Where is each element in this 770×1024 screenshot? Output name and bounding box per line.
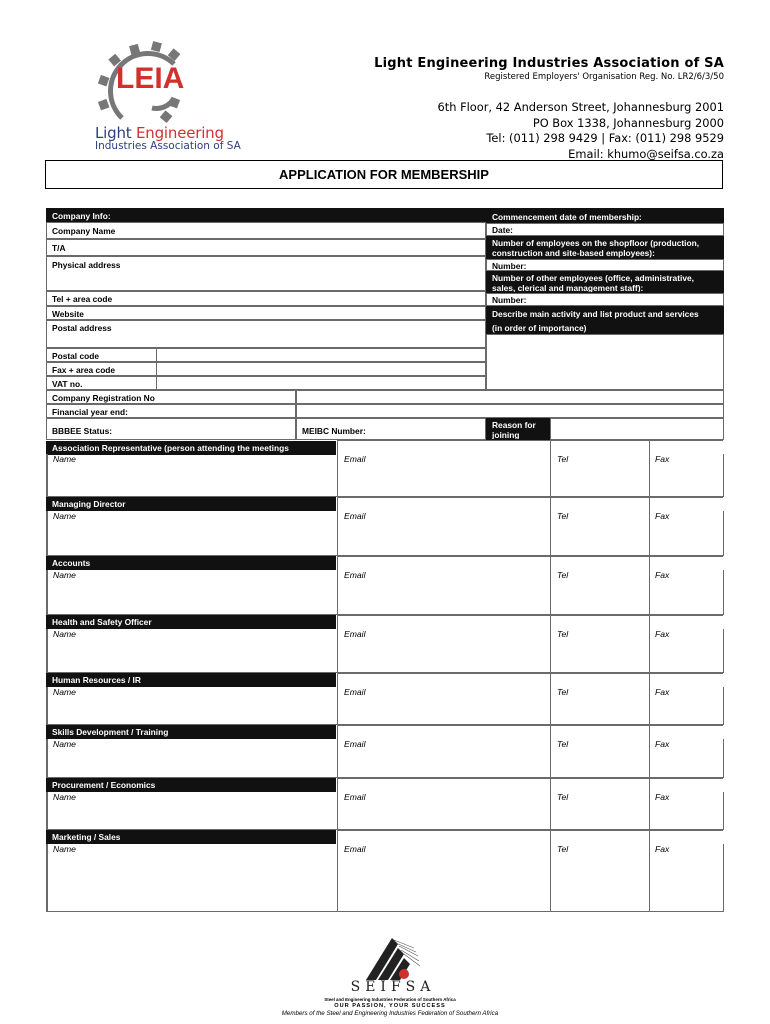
contact-column-divider bbox=[47, 844, 48, 911]
fax-field[interactable]: Fax + area code bbox=[46, 362, 486, 376]
seifsa-members: Members of the Steel and Engineering Industries Federation of Southern Africa bbox=[281, 1010, 499, 1017]
bbbee-field[interactable]: BBBEE Status: bbox=[46, 418, 296, 440]
contact-top-border bbox=[337, 725, 723, 726]
contact-block[interactable] bbox=[46, 687, 724, 725]
contact-column-divider bbox=[337, 440, 338, 496]
contact-tel-label: Tel bbox=[557, 792, 569, 802]
contact-name-label: Name bbox=[53, 511, 76, 521]
contact-column-divider bbox=[550, 725, 551, 777]
contact-heading: Procurement / Economics bbox=[46, 778, 336, 792]
contact-tel-label: Tel bbox=[557, 629, 569, 639]
seifsa-name: SEIFSA bbox=[350, 979, 436, 995]
contact-column-divider bbox=[550, 497, 551, 555]
org-info bbox=[374, 56, 724, 162]
contact-email-label: Email bbox=[344, 454, 366, 464]
contact-fax-label: Fax bbox=[655, 844, 670, 854]
contact-email-label: Email bbox=[344, 511, 366, 521]
registration-value[interactable] bbox=[296, 390, 724, 404]
postal-address-field[interactable]: Postal address bbox=[46, 320, 486, 348]
contact-heading: Skills Development / Training bbox=[46, 725, 336, 739]
contact-column-divider bbox=[649, 830, 650, 911]
contact-tel-label: Tel bbox=[557, 844, 569, 854]
contact-email-label: Email bbox=[344, 792, 366, 802]
org-registration: Registered Employers' Organisation Reg. No. LR2/6/3/50 bbox=[484, 72, 724, 82]
reason-value[interactable] bbox=[550, 418, 724, 440]
contact-top-border bbox=[337, 556, 723, 557]
shopfloor-employees-header: Number of employees on the shopfloor (production, construction and site-based employees): bbox=[486, 236, 724, 259]
contact-column-divider bbox=[649, 615, 650, 672]
date-field[interactable]: Date: bbox=[486, 223, 724, 236]
contact-block[interactable] bbox=[46, 629, 724, 673]
ta-field[interactable]: T/A bbox=[46, 239, 486, 256]
contact-top-border bbox=[337, 673, 723, 674]
contact-block[interactable] bbox=[46, 570, 724, 615]
company-info-header: Company Info: bbox=[46, 208, 486, 222]
postal-code-field[interactable]: Postal code bbox=[46, 348, 486, 362]
contact-column-divider bbox=[649, 725, 650, 777]
label-divider bbox=[156, 348, 157, 390]
registration-field[interactable]: Company Registration No bbox=[46, 390, 296, 404]
contact-column-divider bbox=[649, 673, 650, 724]
contact-column-divider bbox=[550, 673, 551, 724]
contact-heading: Association Representative (person attending the meetings bbox=[46, 441, 336, 455]
contact-column-divider bbox=[337, 778, 338, 829]
contact-name-label: Name bbox=[53, 454, 76, 464]
contact-block[interactable] bbox=[46, 511, 724, 556]
org-address: 6th Floor, 42 Anderson Street, Johannesburg 2001 PO Box 1338, Johannesburg 2000 Tel: (011) 298 9429 | Fax: (011) 298 9529 Email: khumo@seifsa.co.za bbox=[437, 100, 724, 161]
logo-subtagline: Industries Association of SA bbox=[95, 140, 241, 152]
contact-column-divider bbox=[47, 511, 48, 555]
contact-email-label: Email bbox=[344, 844, 366, 854]
contact-top-border bbox=[337, 497, 723, 498]
financial-year-field[interactable]: Financial year end: bbox=[46, 404, 296, 418]
contact-top-border bbox=[337, 778, 723, 779]
contact-email-label: Email bbox=[344, 629, 366, 639]
reason-label: Reason for joining bbox=[486, 418, 550, 440]
contact-tel-label: Tel bbox=[557, 511, 569, 521]
tel-field[interactable]: Tel + area code bbox=[46, 291, 486, 306]
contact-name-label: Name bbox=[53, 792, 76, 802]
contact-column-divider bbox=[337, 725, 338, 777]
contact-column-divider bbox=[649, 440, 650, 496]
contact-tel-label: Tel bbox=[557, 570, 569, 580]
company-name-field[interactable]: Company Name bbox=[46, 222, 486, 239]
contact-column-divider bbox=[550, 778, 551, 829]
logo-tagline: Light Engineering bbox=[95, 124, 224, 142]
contact-block[interactable] bbox=[46, 739, 724, 778]
contact-email-label: Email bbox=[344, 687, 366, 697]
commencement-header: Commencement date of membership: bbox=[486, 208, 724, 223]
contact-column-divider bbox=[550, 830, 551, 911]
meibc-field[interactable]: MEIBC Number: bbox=[296, 418, 486, 440]
activity-description-field[interactable] bbox=[486, 334, 724, 390]
contact-column-divider bbox=[337, 615, 338, 672]
contact-name-label: Name bbox=[53, 570, 76, 580]
contact-email-label: Email bbox=[344, 570, 366, 580]
contact-column-divider bbox=[649, 778, 650, 829]
contact-heading: Human Resources / IR bbox=[46, 673, 336, 687]
contact-column-divider bbox=[47, 629, 48, 672]
contact-column-divider bbox=[337, 556, 338, 614]
contact-column-divider bbox=[337, 673, 338, 724]
contact-column-divider bbox=[649, 497, 650, 555]
contact-fax-label: Fax bbox=[655, 570, 670, 580]
contact-block[interactable] bbox=[46, 454, 724, 497]
contact-tel-label: Tel bbox=[557, 739, 569, 749]
contact-column-divider bbox=[47, 687, 48, 724]
contact-column-divider bbox=[47, 739, 48, 777]
website-field[interactable]: Website bbox=[46, 306, 486, 320]
contact-name-label: Name bbox=[53, 844, 76, 854]
seifsa-subtitle: Steel and Engineering Industries Federation of Southern Africa bbox=[324, 997, 456, 1002]
contact-column-divider bbox=[47, 792, 48, 829]
contact-tel-label: Tel bbox=[557, 454, 569, 464]
contact-top-border bbox=[337, 440, 723, 441]
contact-heading: Marketing / Sales bbox=[46, 830, 336, 844]
contact-name-label: Name bbox=[53, 687, 76, 697]
contact-fax-label: Fax bbox=[655, 687, 670, 697]
other-employees-header: Number of other employees (office, administrative, sales, clerical and management staff): bbox=[486, 271, 724, 293]
vat-field[interactable]: VAT no. bbox=[46, 376, 486, 390]
seifsa-logo bbox=[358, 934, 422, 984]
contact-fax-label: Fax bbox=[655, 454, 670, 464]
contact-column-divider bbox=[337, 497, 338, 555]
financial-year-value[interactable] bbox=[296, 404, 724, 418]
contact-column-divider bbox=[550, 556, 551, 614]
contact-name-label: Name bbox=[53, 629, 76, 639]
physical-address-field[interactable]: Physical address bbox=[46, 256, 486, 291]
contact-column-divider bbox=[649, 556, 650, 614]
contact-column-divider bbox=[550, 440, 551, 496]
contact-column-divider bbox=[47, 570, 48, 614]
contact-heading: Managing Director bbox=[46, 497, 336, 511]
contact-heading: Health and Safety Officer bbox=[46, 615, 336, 629]
contact-block[interactable] bbox=[46, 792, 724, 830]
contact-fax-label: Fax bbox=[655, 629, 670, 639]
shopfloor-number-field[interactable]: Number: bbox=[486, 259, 724, 271]
form-title: APPLICATION FOR MEMBERSHIP bbox=[45, 160, 723, 189]
contact-fax-label: Fax bbox=[655, 511, 670, 521]
contact-heading: Accounts bbox=[46, 556, 336, 570]
contact-name-label: Name bbox=[53, 739, 76, 749]
contact-block[interactable] bbox=[46, 844, 724, 912]
contact-column-divider bbox=[47, 454, 48, 496]
contact-top-border bbox=[337, 615, 723, 616]
contact-fax-label: Fax bbox=[655, 792, 670, 802]
org-name: Light Engineering Industries Association of SA bbox=[374, 56, 724, 71]
describe-activity-header: Describe main activity and list product and services bbox=[486, 306, 724, 320]
svg-text:LEIA: LEIA bbox=[116, 62, 185, 95]
contact-top-border bbox=[337, 830, 723, 831]
contact-tel-label: Tel bbox=[557, 687, 569, 697]
contact-email-label: Email bbox=[344, 739, 366, 749]
contact-column-divider bbox=[550, 615, 551, 672]
contact-fax-label: Fax bbox=[655, 739, 670, 749]
importance-header: (in order of importance) bbox=[486, 320, 724, 334]
seifsa-motto: OUR PASSION, YOUR SUCCESS bbox=[334, 1003, 446, 1009]
contact-column-divider bbox=[337, 830, 338, 911]
other-number-field[interactable]: Number: bbox=[486, 293, 724, 306]
